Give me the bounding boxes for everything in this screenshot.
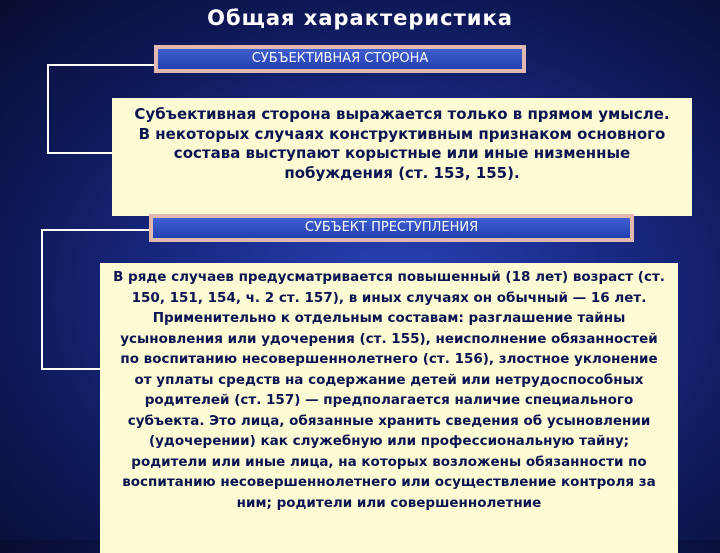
paragraph: В ряде случаев предусматривается повышенный (18 лет) возраст (ст. 150, 151, 154, ч. 2 ст. 157), в иных случаях он обычный — 16 лет. Применительно к отдельным составам: разглашение тайны усыновления или удочерения (ст. 155), неисполнение обязанностей по воспитанию несовершеннолетнего (ст. 156), злостное уклонение от уплаты средств на содержание детей или нетрудоспособных родителей (ст. 157) — предполагается наличие специального субъекта. Это лица, обязанные хранить сведения об усыновлении (удочерении) как служебную или профессиональную тайну; родители или иные лица, на которых возложены обязанности по воспитанию несовершеннолетнего или осуществление контроля за ним; родители или совершеннолетние (113, 269, 665, 511)
connector-line (42, 229, 149, 231)
connector-line (41, 229, 43, 369)
connector-line (41, 368, 100, 370)
crime-subject-text-box (100, 263, 678, 553)
subjective-side-text-box (112, 98, 692, 216)
paragraph: Субъективная сторона выражается только в прямом умысле. (134, 105, 670, 123)
connector-line (48, 64, 154, 66)
section-header-subjective-side: СУБЪЕКТИВНАЯ СТОРОНА (154, 45, 526, 73)
section-header-crime-subject: СУБЪЕКТ ПРЕСТУПЛЕНИЯ (149, 214, 634, 242)
paragraph: В некоторых случаях конструктивным признаком основного состава выступают корыстные или иные низменные побуждения (ст. 153, 155). (138, 124, 666, 182)
page-title: Общая характеристика (207, 6, 513, 30)
connector-line (47, 64, 49, 154)
connector-line (47, 152, 112, 154)
